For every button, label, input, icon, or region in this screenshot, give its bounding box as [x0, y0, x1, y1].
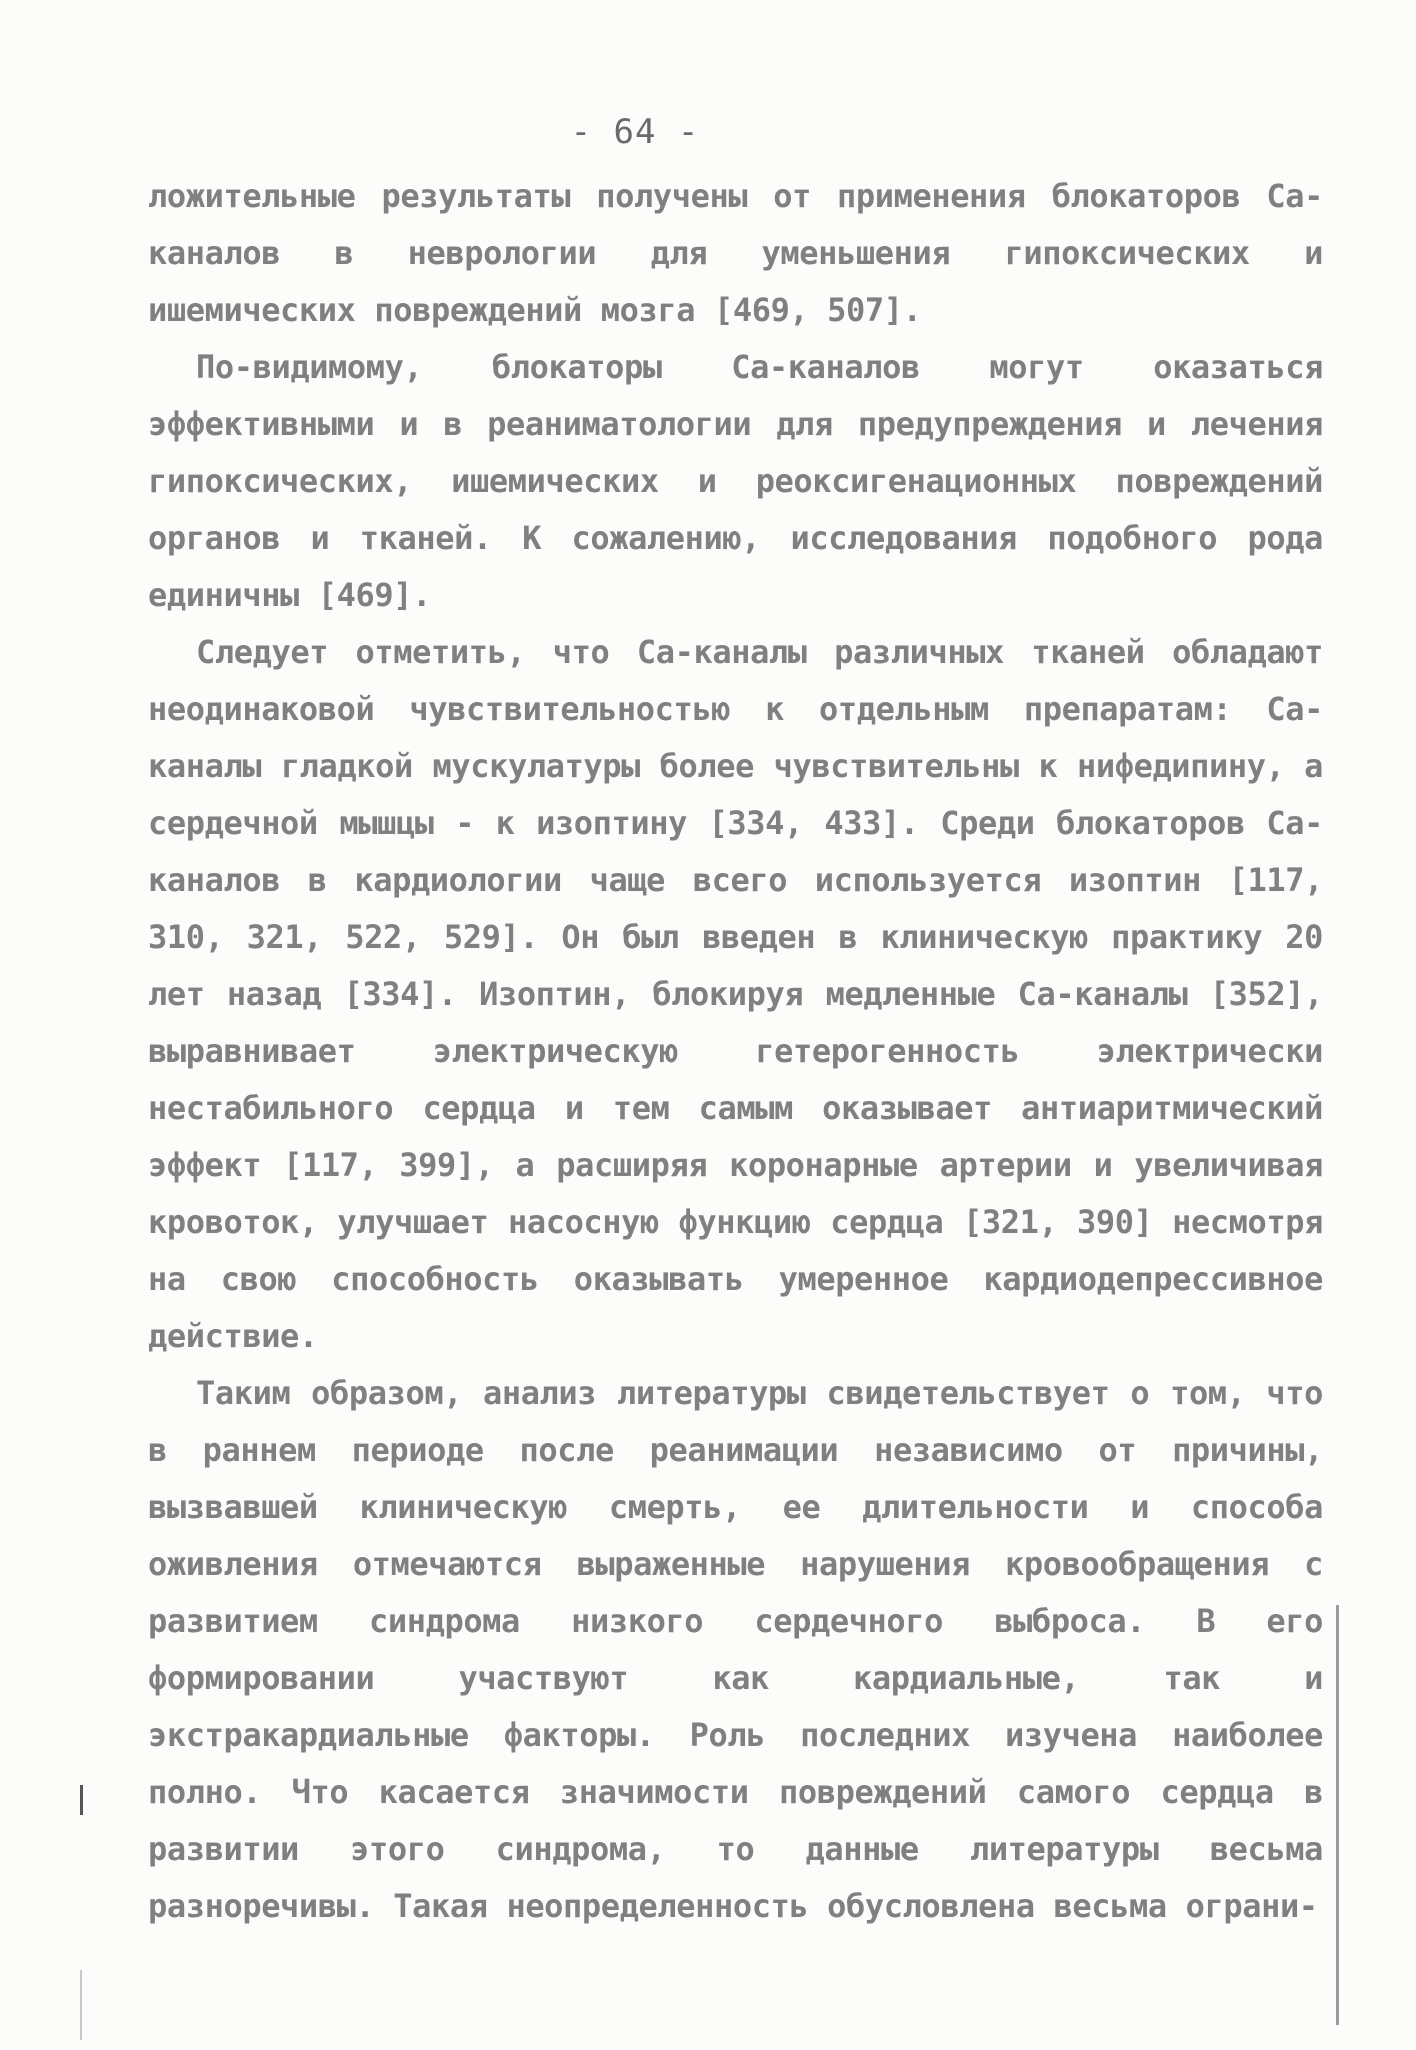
- paragraph-ca-channel-sensitivity: Следует отметить, что Са-каналы различных тканей обладают неодинаковой чувствительностью к отдельным препаратам: Са-каналы гладкой мускулатуры более чувствительны к нифедипину, а сердечной мышцы - к изоптину [334, 433]. Среди блокаторов Са-каналов в кардиологии чаще всего используется изоптин [117, 310, 321, 522, 529]. Он был введен в клиническую практику 20 лет назад [334]. Изоптин, блокируя медленные Са-каналы [352], выравнивает электрическую гетерогенность электрически нестабильного сердца и тем самым оказывает антиаритмический эффект [117, 399], а расширяя коронарные артерии и увеличивая кровоток, улучшает насосную функцию сердца [321, 390] несмотря на свою способность оказывать умеренное кардиодепрессивное действие.: [148, 633, 1323, 1355]
- scan-artifact-line: [80, 1970, 82, 2040]
- paragraph-continuation: ложительные результаты получены от применения блокаторов Са-каналов в неврологии для уменьшения гипоксических и ишемических повреждений мозга [469, 507].: [148, 177, 1323, 329]
- scan-artifact-mark: [80, 1785, 83, 1815]
- paragraph-ca-blockers-reanimatology: По-видимому, блокаторы Са-каналов могут оказаться эффективными и в реаниматологии для предупреждения и лечения гипоксических, ишемических и реоксигенационных повреждений органов и тканей. К сожалению, исследования подобного рода единичны [469].: [148, 348, 1323, 614]
- body-text: [148, 168, 1323, 1935]
- scan-artifact-line: [1336, 1605, 1339, 2025]
- paragraph-literature-summary: Таким образом, анализ литературы свидетельствует о том, что в раннем периоде после реанимации независимо от причины, вызвавшей клиническую смерть, ее длительности и способа оживления отмечаются выраженные нарушения кровообращения с развитием синдрома низкого сердечного выброса. В его формировании участвуют как кардиальные, так и экстракардиальные факторы. Роль последних изучена наиболее полно. Что касается значимости повреждений самого сердца в развитии этого синдрома, то данные литературы весьма разноречивы. Такая неопределенность обусловлена весьма ограни-: [148, 1374, 1323, 1925]
- page-number: - 64 -: [570, 112, 700, 152]
